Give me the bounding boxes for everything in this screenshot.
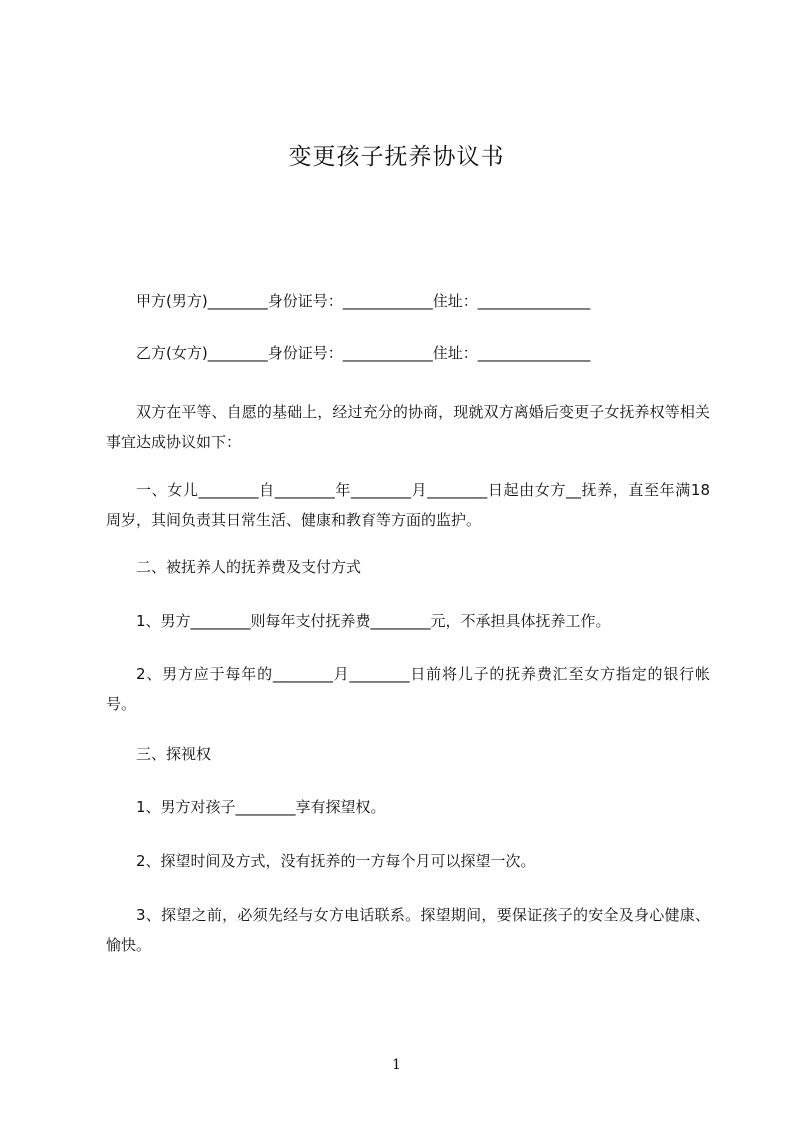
clause-1-paragraph: 一、女儿________自________年________月________日起由女方__抚养，直至年满18周岁，其间负责其日常生活、健康和教育等方面的监护。: [106, 481, 710, 529]
document-title: 变更孩子抚养协议书: [288, 144, 505, 170]
clause-3-1-line: 1、男方对孩子________享有探望权。: [136, 798, 386, 816]
party-a-line: 甲方(男方)________身份证号：____________住址：_______________: [136, 292, 591, 310]
clause-2-heading: 二、被抚养人的抚养费及支付方式: [136, 558, 362, 576]
clause-2-1-line: 1、男方________则每年支付抚养费________元，不承担具体抚养工作。: [136, 612, 611, 630]
clause-3-3-paragraph: 3、探望之前，必须先经与女方电话联系。探望期间，要保证孩子的安全及身心健康、愉快。: [106, 906, 710, 954]
clause-3-heading: 三、探视权: [136, 745, 212, 763]
intro-paragraph: 双方在平等、自愿的基础上，经过充分的协商，现就双方离婚后变更子女抚养权等相关事宜达成协议如下：: [106, 403, 710, 451]
page-number: 1: [392, 1057, 401, 1073]
clause-2-2-paragraph: 2、男方应于每年的________月________日前将儿子的抚养费汇至女方指定的银行帐号。: [106, 665, 710, 713]
clause-3-2-line: 2、探望时间及方式，没有抚养的一方每个月可以探望一次。: [136, 852, 536, 870]
party-b-line: 乙方(女方)________身份证号：____________住址：_______________: [136, 344, 591, 362]
